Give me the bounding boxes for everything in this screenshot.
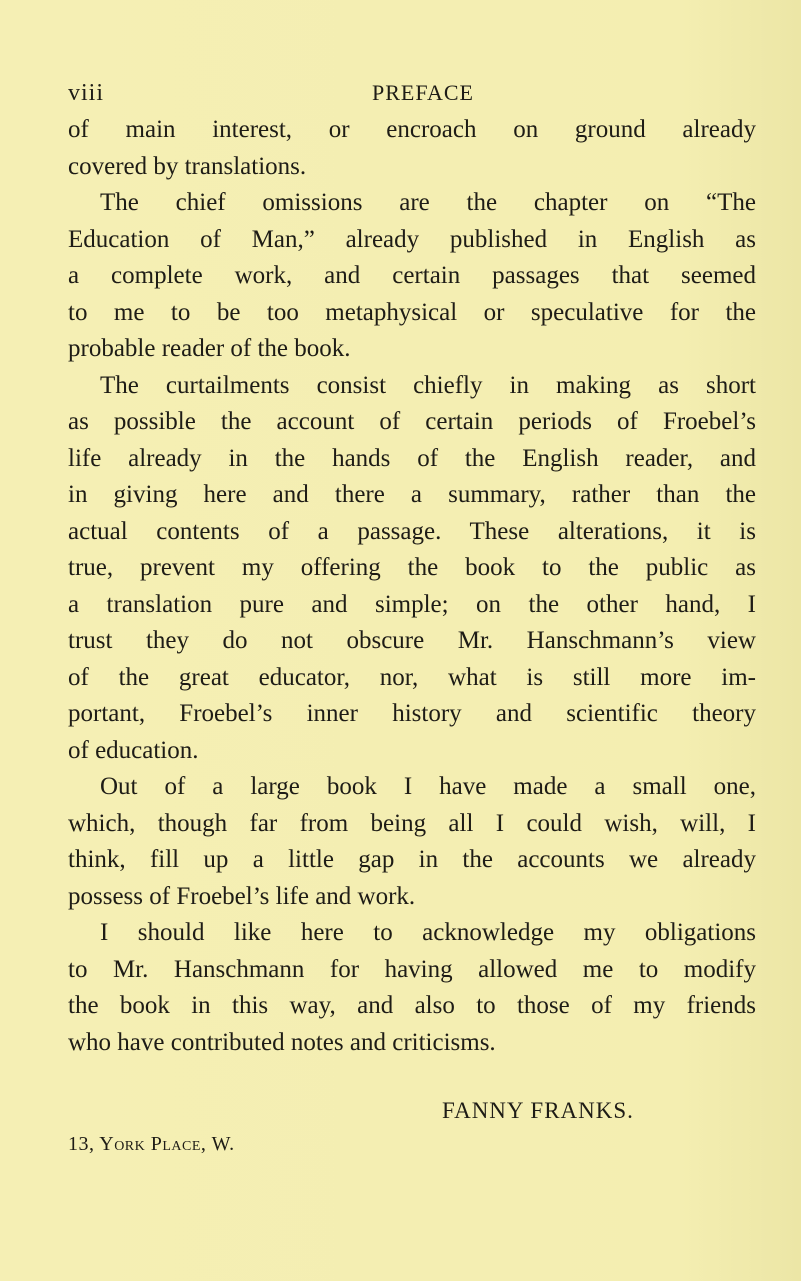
text-line: true, prevent my offering the book to the public as [68,554,756,581]
text-line: possess of Froebel’s life and work. [68,882,416,910]
text-line: think, fill up a little gap in the accounts we already [68,846,756,873]
text-line: life already in the hands of the English reader, and [68,444,756,472]
text-line: I should like here to acknowledge my obligations [100,919,756,946]
preface-body [68,112,756,1061]
text-line: trust they do not obscure Mr. Hanschmann’s view [68,627,756,654]
text-line: The chief omissions are the chapter on “The [100,189,756,216]
text-line: of main interest, or encroach on ground already [68,116,756,143]
author-signature: FANNY FRANKS. [442,1098,634,1123]
text-line: who have contributed notes and criticisms. [68,1028,496,1056]
text-line: probable reader of the book. [68,335,351,362]
text-line: the book in this way, and also to those of my friends [68,992,756,1019]
text-line: of the great educator, nor, what is still more im- [68,663,756,691]
text-line: to me to be too metaphysical or speculative for the [68,298,756,326]
running-title: PREFACE [372,80,474,105]
text-line: of education. [68,736,199,764]
text-line: Education of Man,” already published in English as [68,225,756,253]
running-head [0,80,801,112]
text-line: a translation pure and simple; on the other hand, I [68,590,756,618]
address-text: 13, York Place, W. [68,1133,235,1155]
text-line: to Mr. Hanschmann for having allowed me to modify [68,955,756,983]
text-line: as possible the account of certain periods of Froebel’s [68,408,756,435]
page-number: viii [68,80,105,106]
text-line: which, though far from being all I could wish, will, I [68,809,756,837]
text-line: The curtailments consist chiefly in making as short [100,371,756,399]
text-line: portant, Froebel’s inner history and scientific theory [68,700,756,727]
author-address [68,1133,235,1156]
text-line: in giving here and there a summary, rather than the [68,481,756,508]
text-line: actual contents of a passage. These alterations, it is [68,517,756,545]
text-line: covered by translations. [68,152,307,180]
text-line: Out of a large book I have made a small one, [100,773,756,800]
text-line: a complete work, and certain passages that seemed [68,262,756,289]
